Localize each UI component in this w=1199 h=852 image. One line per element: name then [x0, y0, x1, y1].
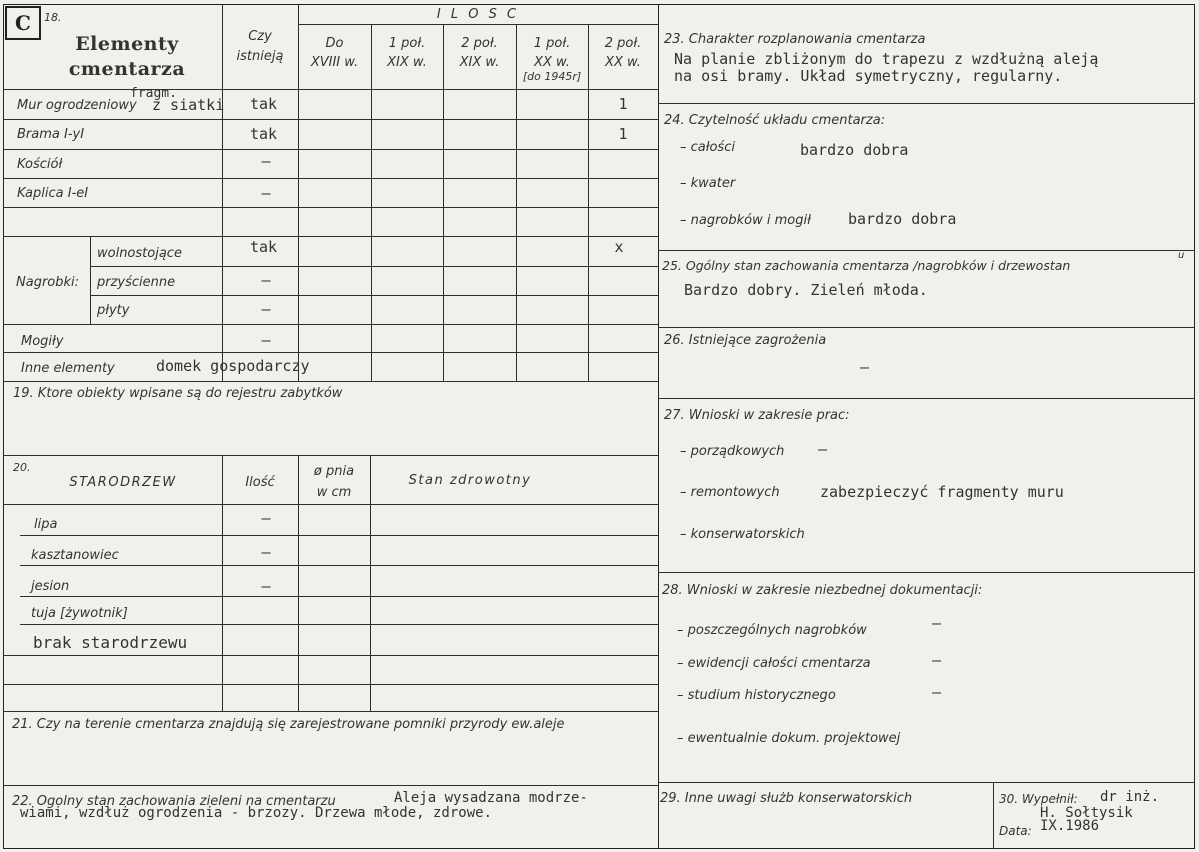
przyscienne-label: przyścienne: [97, 275, 176, 290]
s20-col-3: [370, 455, 371, 711]
section-24-label: 24. Czytelność układu cmentarza:: [664, 113, 886, 128]
row-line-10: [3, 352, 658, 353]
dok-item-4: – ewentualnie dokum. projektowej: [677, 731, 901, 746]
kosciol-label: Kościół: [17, 157, 63, 172]
col-line-5: [588, 24, 589, 381]
porzadkowych-value: –: [818, 440, 828, 458]
filled-by-2: H. Sołtysik: [1040, 805, 1133, 821]
tree-jesion: jesion: [31, 579, 70, 594]
filled-by-1: dr inż.: [1100, 789, 1160, 805]
starodrzew-header: STARODRZEW: [69, 475, 177, 490]
sec28-top: [658, 572, 1195, 573]
sec21-top: [3, 711, 658, 712]
row-line-5: [3, 207, 658, 208]
tree-lipa: lipa: [34, 517, 58, 532]
pnia-header-2: w cm: [316, 485, 352, 500]
ilosc-line: [298, 24, 658, 25]
sec25-top: [658, 250, 1195, 251]
section-28-label: 28. Wnioski w zakresie niezbednej dokumentacji:: [662, 583, 983, 598]
col-1-line-1: Do: [325, 36, 344, 51]
dok-item-3-value: –: [932, 683, 942, 701]
row-line-2: [3, 119, 658, 120]
col-line-3: [443, 24, 444, 381]
remontowych-label: – remontowych: [680, 485, 780, 500]
col-5-line-2: XX w.: [605, 55, 641, 70]
dok-item-1: – poszczególnych nagrobków: [677, 623, 867, 638]
col-4-line-1: 1 poł.: [533, 36, 571, 51]
inne-typed: domek gospodarczy: [156, 357, 310, 375]
section-letter: C: [5, 6, 41, 40]
kosciol-czy: –: [261, 152, 271, 170]
row-line-6: [3, 236, 658, 237]
row-line-1: [3, 89, 658, 90]
mur-czy: tak: [250, 95, 278, 113]
nagrobki-label: Nagrobki:: [16, 275, 80, 290]
col-1-line-2: XVIII w.: [310, 55, 359, 70]
col-2-line-2: XIX w.: [387, 55, 427, 70]
brama-label: Brama I-yI: [17, 127, 85, 142]
s20-row-2: [20, 565, 658, 566]
s20-row-4: [20, 624, 658, 625]
remontowych-value: zabezpieczyć fragmenty muru: [820, 483, 1064, 501]
konserwatorskich-label: – konserwatorskich: [680, 527, 805, 542]
date-value: IX.1986: [1040, 818, 1100, 834]
border-left: [3, 4, 4, 849]
mur-fragm: fragm.: [130, 86, 177, 101]
tree-tuja: tuja [żywotnik]: [31, 606, 128, 621]
section-25-value: Bardzo dobry. Zieleń młoda.: [684, 281, 928, 299]
plyty-label: płyty: [97, 303, 130, 318]
wolnostojace-label: wolnostojące: [97, 246, 182, 261]
row-line-4: [3, 178, 658, 179]
section-23-text-1: Na planie zbliżonym do trapezu z wzdłużną aleją: [674, 50, 1099, 68]
center-divider: [658, 4, 659, 849]
inne-label: Inne elementy: [21, 361, 115, 376]
col-line-2: [371, 24, 372, 381]
mur-label: Mur ogrodzeniowy: [17, 98, 137, 113]
mogily-label: Mogiły: [21, 334, 64, 349]
border-top: [3, 4, 1195, 5]
s20-row-1: [20, 535, 658, 536]
sec29-top: [658, 782, 1195, 783]
wolnostojace-czy: tak: [250, 238, 278, 256]
dok-item-3: – studium historycznego: [677, 688, 836, 703]
section-29-label: 29. Inne uwagi służb konserwatorskich: [660, 791, 913, 806]
sec27-top: [658, 398, 1195, 399]
section-22-text-2: wiami, wzdłuż ogrodzenia - brzozy. Drzewa młode, zdrowe.: [20, 805, 493, 821]
tree-jesion-value: –: [261, 577, 271, 595]
section-25-sup: u: [1178, 250, 1185, 261]
section-21-label: 21. Czy na terenie cmentarza znajdują się zarejestrowane pomniki przyrody ew.aleje: [12, 717, 565, 732]
porzadkowych-label: – porządkowych: [680, 444, 785, 459]
page-title: [42, 32, 212, 82]
col-3-line-1: 2 poł.: [461, 36, 498, 51]
calosci-value: bardzo dobra: [800, 141, 909, 159]
section-18-number: 18.: [44, 11, 62, 24]
section-27-label: 27. Wnioski w zakresie prac:: [664, 408, 850, 423]
kaplica-label: Kaplica I-eI: [17, 186, 89, 201]
s20-row-6: [3, 684, 658, 685]
calosci-label: – całości: [680, 140, 735, 155]
sec24-top: [658, 103, 1195, 104]
border-bottom: [3, 848, 1195, 849]
tree-lipa-value: –: [261, 509, 271, 527]
title-line-1: Elementy: [75, 33, 179, 55]
section-23-label: 23. Charakter rozplanowania cmentarza: [664, 32, 926, 47]
sec26-top: [658, 327, 1195, 328]
section-20-number: 20.: [13, 461, 31, 474]
col-5-line-1: 2 poł.: [604, 36, 642, 51]
title-line-2: cmentarza: [68, 58, 186, 80]
row-line-7: [90, 266, 658, 267]
brak-starodrzewu: brak starodrzewu: [33, 633, 188, 652]
tree-kasztanowiec: kasztanowiec: [31, 548, 119, 563]
section-19-label: 19. Ktore obiekty wpisane są do rejestru zabytków: [13, 386, 343, 401]
sec22-top: [3, 785, 658, 786]
dok-item-2-value: –: [932, 651, 942, 669]
nagrobkow-label: – nagrobków i mogił: [680, 213, 811, 228]
s20-row-3: [20, 596, 658, 597]
section-30-label: 30. Wypełnił:: [999, 792, 1078, 806]
stan-header: Stan zdrowotny: [408, 473, 532, 488]
kwater-label: – kwater: [680, 176, 736, 191]
col-4-line-2: XX w.: [534, 55, 570, 70]
pnia-header-1: ø pnia: [313, 464, 355, 479]
s20-row-5: [3, 655, 658, 656]
row-line-11: [3, 381, 658, 382]
nagrobki-split: [90, 236, 91, 324]
kaplica-czy: –: [261, 184, 271, 202]
row-line-8: [90, 295, 658, 296]
dok-item-1-value: –: [932, 614, 942, 632]
brama-value: 1: [618, 125, 628, 143]
sec20-top: [3, 455, 658, 456]
czy-istnieja-2: istnieją: [236, 49, 284, 64]
section-26-value: –: [860, 358, 870, 376]
col-4-line-3: [do 1945r]: [522, 70, 582, 83]
plyty-czy: –: [261, 300, 271, 318]
section-23-text-2: na osi bramy. Układ symetryczny, regularny.: [674, 67, 1063, 85]
border-right: [1194, 4, 1195, 849]
czy-istnieja-1: Czy: [248, 29, 272, 44]
mur-value: 1: [618, 95, 628, 113]
section-22-text-1: Aleja wysadzana modrze-: [394, 790, 588, 806]
brama-czy: tak: [250, 125, 278, 143]
dok-item-2: – ewidencji całości cmentarza: [677, 656, 871, 671]
ilosc-col-header: Ilość: [245, 475, 275, 490]
tree-kasztanowiec-value: –: [261, 543, 271, 561]
sec20-header-line: [3, 504, 658, 505]
section-26-label: 26. Istniejące zagrożenia: [664, 333, 827, 348]
row-line-9: [3, 324, 658, 325]
col-2-line-1: 1 poł.: [388, 36, 426, 51]
row-line-3: [3, 149, 658, 150]
col-3-line-2: XIX w.: [459, 55, 500, 70]
przyscienne-czy: –: [261, 271, 271, 289]
sec30-divider: [993, 782, 994, 849]
mur-typed: z siatki: [152, 96, 225, 114]
wolnostojace-value: x: [614, 238, 624, 256]
mogily-czy: –: [261, 331, 271, 349]
ilosc-header: I L O S C: [436, 7, 520, 22]
nagrobkow-value: bardzo dobra: [848, 210, 957, 228]
section-22-label: 22. Ogolny stan zachowania zieleni na cmentarzu: [12, 794, 336, 809]
date-label: Data:: [999, 824, 1032, 838]
section-25-label: 25. Ogólny stan zachowania cmentarza /nagrobków i drzewostan: [662, 258, 1071, 273]
